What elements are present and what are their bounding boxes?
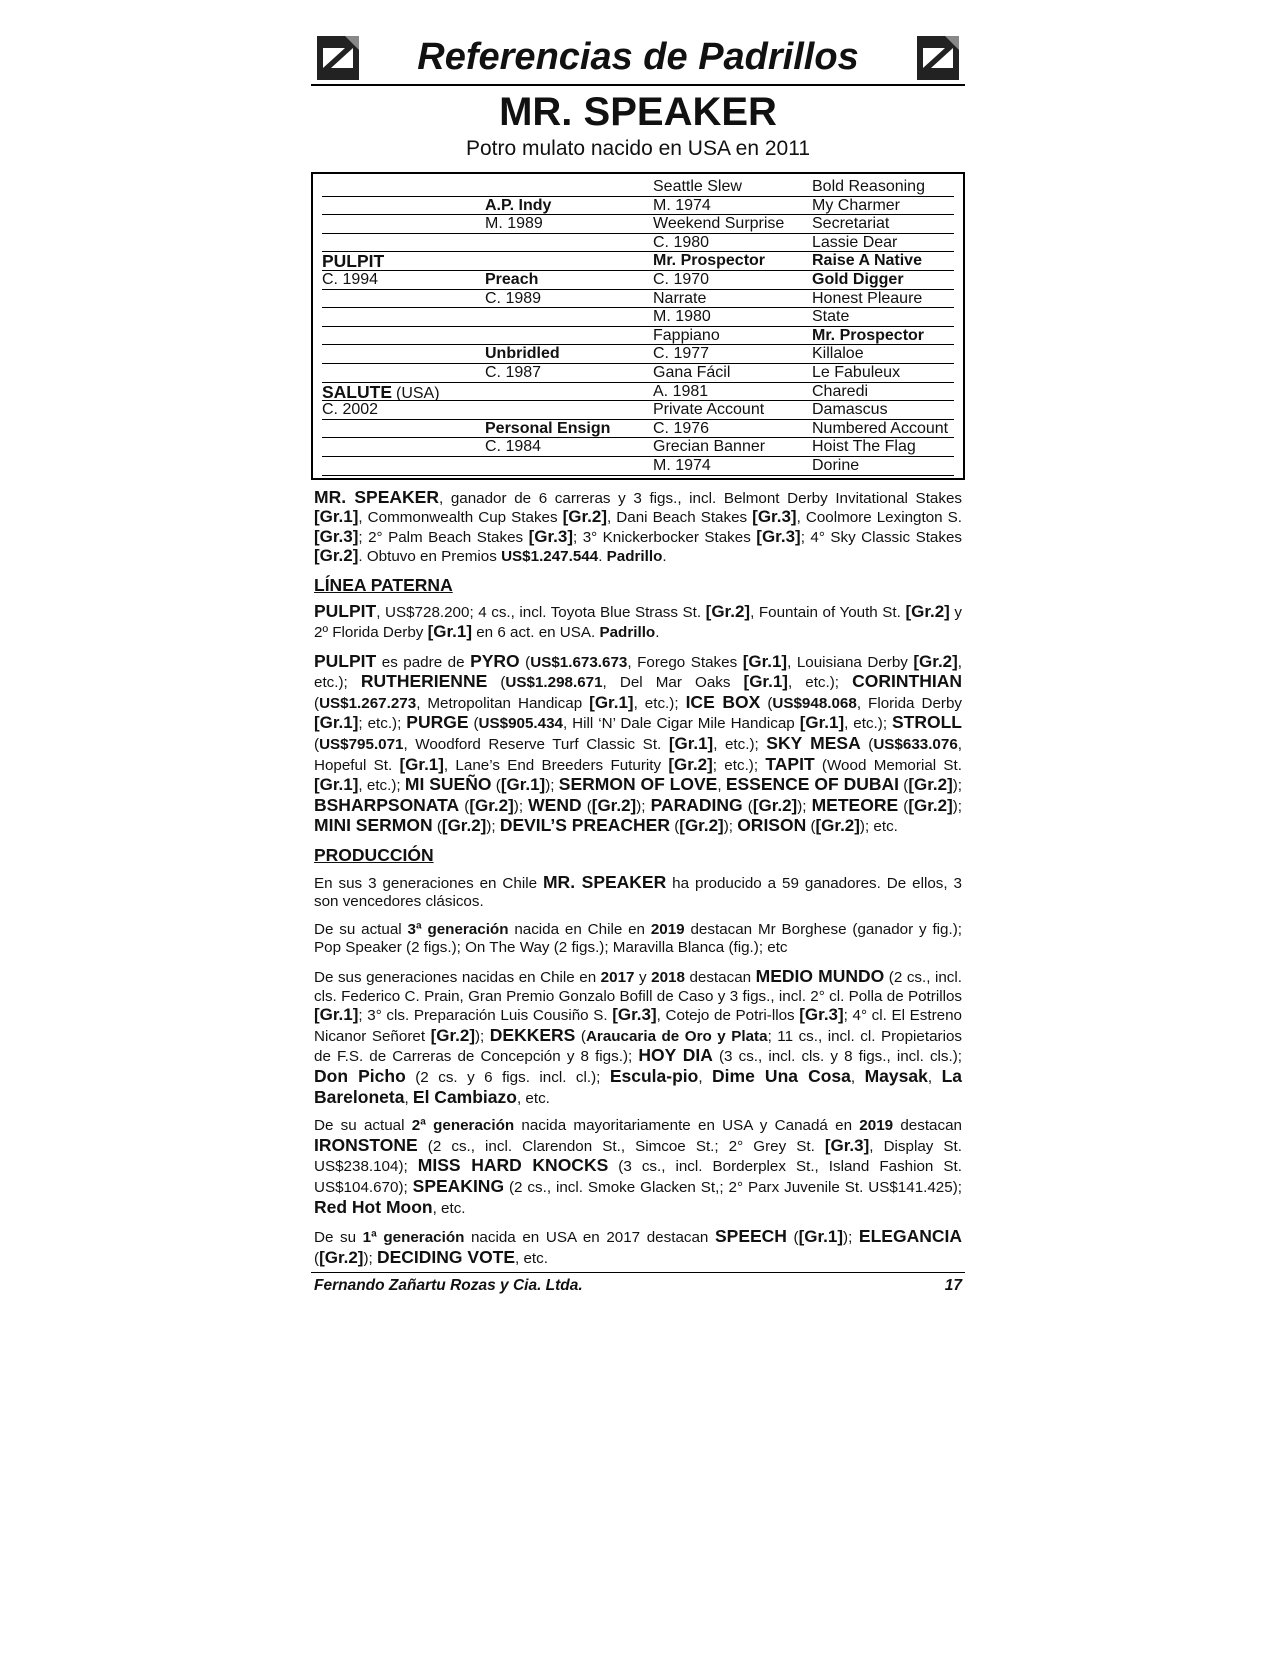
pedigree-cell (322, 327, 485, 346)
pedigree-cell (485, 215, 653, 234)
pedigree-cell (322, 345, 485, 364)
pedigree-cell (812, 290, 954, 309)
pedigree-cell (812, 197, 954, 216)
pedigree-cell (653, 345, 812, 364)
pedigree-cell (653, 420, 812, 439)
pedigree-cell-text: Raise A Native (812, 252, 922, 270)
pedigree-cell (485, 271, 653, 290)
pedigree-cell (485, 438, 653, 457)
pedigree-cell-text: C. 1980 (653, 233, 710, 251)
pedigree-cell-text: Gold Digger (812, 270, 904, 288)
pedigree-row (322, 234, 954, 253)
pedigree-cell (653, 178, 812, 197)
pedigree-cell (812, 401, 954, 420)
pedigree-row (322, 178, 954, 197)
pedigree-cell-text: Damascus (812, 401, 888, 419)
pedigree-cell (485, 401, 653, 420)
pedigree-cell (322, 178, 485, 197)
pedigree-cell (322, 420, 485, 439)
pedigree-cell-text: A. 1981 (653, 382, 709, 400)
production-paragraph-1: En sus 3 generaciones en Chile MR. SPEAKER ha producido a 59 ganadores. De ellos, 3 son vencedores clásicos. (314, 871, 962, 911)
page-title: Referencias de Padrillos (417, 36, 859, 78)
pedigree-cell-text: Unbridled (485, 345, 560, 363)
pedigree-row (322, 252, 954, 271)
pedigree-cell (322, 438, 485, 457)
pedigree-cell-text: M. 1989 (485, 215, 543, 233)
pedigree-cell-text: Charedi (812, 382, 869, 400)
footer-company: Fernando Zañartu Rozas y Cia. Ltda. (314, 1277, 583, 1295)
pedigree-cell (812, 215, 954, 234)
pedigree-cell (653, 252, 812, 271)
pedigree-row (322, 457, 954, 476)
pedigree-cell-text: C. 2002 (322, 401, 379, 419)
pedigree-cell (653, 308, 812, 327)
pedigree-cell-text: M. 1980 (653, 308, 711, 326)
pedigree-row (322, 401, 954, 420)
pedigree-cell (812, 383, 954, 402)
pedigree-row (322, 438, 954, 457)
pedigree-row (322, 215, 954, 234)
pedigree-cell-text: My Charmer (812, 196, 901, 214)
pedigree-cell (653, 401, 812, 420)
pedigree-cell (812, 327, 954, 346)
document-page (311, 30, 965, 1295)
pedigree-row (322, 383, 954, 402)
pedigree-row (322, 308, 954, 327)
pedigree-cell-text: C. 1989 (485, 289, 542, 307)
pedigree-row (322, 420, 954, 439)
pedigree-cell (322, 252, 485, 271)
pedigree-cell (485, 252, 653, 271)
production-paragraph-4: De su actual 2ª generación nacida mayoritariamente en USA y Canadá en 2019 destacan IRONSTONE (2 cs., incl. Clarendon St., Simcoe St.; 2° Grey St. [Gr.3], Display St. US$238.104); MISS HARD KNOCKS (3 cs., incl. Borderplex St., Island Fashion St. US$104.670); SPEAKING (2 cs., incl. Smoke Glacken St,; 2° Parx Juvenile St. US$141.425); Red Hot Moon, etc. (314, 1117, 962, 1217)
pedigree-cell (812, 345, 954, 364)
pedigree-cell (322, 271, 485, 290)
pedigree-cell (653, 197, 812, 216)
page-header (311, 30, 965, 86)
pedigree-cell-text: State (812, 308, 850, 326)
pedigree-cell-text: Killaloe (812, 345, 864, 363)
pedigree-cell-text: Grecian Banner (653, 438, 766, 456)
pedigree-row (322, 271, 954, 290)
pedigree-cell (812, 364, 954, 383)
pedigree-cell-text: Gana Fácil (653, 363, 731, 381)
pedigree-row (322, 290, 954, 309)
pedigree-cell (653, 290, 812, 309)
pedigree-cell-text: Numbered Account (812, 419, 949, 437)
pedigree-cell (653, 438, 812, 457)
pedigree-cell (485, 420, 653, 439)
pedigree-cell (485, 290, 653, 309)
pedigree-cell (653, 215, 812, 234)
salute-origin: (USA) (396, 384, 440, 402)
pedigree-cell (485, 197, 653, 216)
pedigree-cell-text: C. 1984 (485, 438, 542, 456)
pedigree-cell (485, 308, 653, 327)
horse-name: MR. SPEAKER (499, 90, 777, 134)
pedigree-cell (322, 290, 485, 309)
pedigree-cell-text: Bold Reasoning (812, 178, 925, 195)
pedigree-cell-text: Fappiano (653, 326, 720, 344)
pedigree-cell-text: Private Account (653, 401, 765, 419)
pedigree-cell-text: Seattle Slew (653, 178, 742, 195)
pedigree-cell (653, 271, 812, 290)
pedigree-cell (485, 327, 653, 346)
pedigree-cell (322, 364, 485, 383)
pedigree-cell (812, 178, 954, 197)
pedigree-cell (322, 197, 485, 216)
pedigree-row (322, 327, 954, 346)
pedigree-cell-text: SALUTE (322, 382, 392, 402)
pedigree-cell-text: Honest Pleaure (812, 289, 923, 307)
horse-subtitle: Potro mulato nacido en USA en 2011 (465, 137, 810, 160)
pedigree-cell (322, 401, 485, 420)
pedigree-cell-text: C. 1970 (653, 270, 710, 288)
pedigree-cell (322, 234, 485, 253)
pedigree-cell-text: Lassie Dear (812, 233, 898, 251)
pedigree-cell-text: Hoist The Flag (812, 438, 916, 456)
production-paragraph-5: De su 1ª generación nacida en USA en 2017 destacan SPEECH ([Gr.1]); ELEGANCIA ([Gr.2]); DECIDING VOTE, etc. (314, 1226, 962, 1267)
pedigree-cell (485, 364, 653, 383)
pedigree-cell (812, 420, 954, 439)
pedigree-table (311, 172, 965, 480)
pedigree-row (322, 345, 954, 364)
summary-paragraph: MR. SPEAKER, ganador de 6 carreras y 3 figs., incl. Belmont Derby Invitational Stakes [Gr.1], Commonwealth Cup Stakes [Gr.2], Dani Beach Stakes [Gr.3], Coolmore Lexington S. [Gr.3]; 2° Palm Beach Stakes [Gr.3]; 3° Knickerbocker Stakes [Gr.3]; 4° Sky Classic Stakes [Gr.2]. Obtuvo en Premios US$1.247.544. Padrillo. (314, 486, 962, 566)
body-text (314, 488, 962, 1269)
pedigree-cell (485, 345, 653, 364)
pedigree-cell-text: Personal Ensign (485, 419, 611, 437)
production-paragraph-3: De sus generaciones nacidas en Chile en 2017 y 2018 destacan MEDIO MUNDO (2 cs., incl. cls. Federico C. Prain, Gran Premio Gonzalo Bofill de Caso y 3 figs., incl. 2° cl. Polla de Potrillos [Gr.1]; 3° cls. Preparación Luis Cousiño S. [Gr.3], Cotejo de Potri-llos [Gr.3]; 4° cl. El Estreno Nicanor Señoret [Gr.2]); DEKKERS (Araucaria de Oro y Plata; 11 cs., incl. cl. Propietarios de F.S. de Carreras de Concepción y 8 figs.); HOY DIA (3 cs., incl. cls. y 8 figs., incl. cls.); Don Picho (2 cs. y 6 figs. incl. cl.); Escula-pio, Dime Una Cosa, Maysak, La Bareloneta, El Cambiazo, etc. (314, 965, 963, 1107)
pedigree-cell (653, 327, 812, 346)
pedigree-cell-text: Narrate (653, 289, 707, 307)
pedigree-cell (485, 457, 653, 476)
pedigree-cell (485, 383, 653, 402)
pedigree-cell-text: M. 1974 (653, 196, 711, 214)
pedigree-cell (322, 457, 485, 476)
pedigree-cell (653, 383, 812, 402)
pedigree-cell-text: C. 1976 (653, 419, 710, 437)
pedigree-cell-text: Preach (485, 270, 539, 288)
pedigree-cell-text: PULPIT (322, 252, 385, 271)
pedigree-cell (322, 308, 485, 327)
pedigree-cell (812, 438, 954, 457)
section-heading-linea-paterna: LÍNEA PATERNA (314, 574, 453, 595)
sire-progeny-paragraph: PULPIT es padre de PYRO (US$1.673.673, Forego Stakes [Gr.1], Louisiana Derby [Gr.2], etc.); RUTHERIENNE (US$1.298.671, Del Mar Oaks [Gr.1], etc.); CORINTHIAN (US$1.267.273, Metropolitan Handicap [Gr.1], etc.); ICE BOX (US$948.068, Florida Derby [Gr.1]; etc.); PURGE (US$905.434, Hill ‘N’ Dale Cigar Mile Handicap [Gr.1], etc.); STROLL (US$795.071, Woodford Reserve Turf Classic St. [Gr.1], etc.); SKY MESA (US$633.076, Hopeful St. [Gr.1], Lane’s End Breeders Futurity [Gr.2]; etc.); TAPIT (Wood Memorial St. [Gr.1], etc.); MI SUEÑO ([Gr.1]); SERMON OF LOVE, ESSENCE OF DUBAI ([Gr.2]); BSHARPSONATA ([Gr.2]); WEND ([Gr.2]); PARADING ([Gr.2]); METEORE ([Gr.2]); MINI SERMON ([Gr.2]); DEVIL’S PREACHER ([Gr.2]); ORISON ([Gr.2]); etc. (314, 650, 963, 836)
pedigree-cell-text: Mr. Prospector (812, 326, 925, 344)
pedigree-cell (653, 364, 812, 383)
pedigree-cell-text: Mr. Prospector (653, 252, 766, 270)
sire-paragraph: PULPIT, US$728.200; 4 cs., incl. Toyota Blue Strass St. [Gr.2], Fountain of Youth St. [Gr.2] y 2º Florida Derby [Gr.1] en 6 act. en USA. Padrillo. (314, 601, 962, 642)
pedigree-cell-text: Secretariat (812, 215, 890, 233)
pedigree-cell-text: A.P. Indy (485, 196, 552, 214)
pedigree-cell (485, 178, 653, 197)
pedigree-cell (485, 234, 653, 253)
page-number: 17 (944, 1277, 962, 1295)
section-heading-produccion: PRODUCCIÓN (314, 845, 434, 865)
pedigree-cell (812, 234, 954, 253)
production-paragraph-2: De su actual 3ª generación nacida en Chile en 2019 destacan Mr Borghese (ganador y fig.); Pop Speaker (2 figs.); On The Way (2 figs.); Maravilla Blanca (fig.); etc (314, 920, 962, 957)
pedigree-cell-text: C. 1987 (485, 363, 542, 381)
page-footer (311, 1272, 965, 1295)
pedigree-cell (322, 383, 485, 402)
pedigree-cell (322, 215, 485, 234)
pedigree-cell-text: C. 1977 (653, 345, 710, 363)
pedigree-cell (812, 271, 954, 290)
pedigree-cell-text: Weekend Surprise (653, 215, 785, 233)
pedigree-row (322, 364, 954, 383)
pedigree-cell-text: M. 1974 (653, 456, 711, 474)
pedigree-cell-text: Le Fabuleux (812, 363, 901, 381)
pedigree-cell (653, 234, 812, 253)
pedigree-cell-text: Dorine (812, 456, 860, 474)
logo-icon (915, 34, 961, 82)
pedigree-row (322, 197, 954, 216)
pedigree-cell-text: C. 1994 (322, 270, 379, 288)
pedigree-cell (812, 308, 954, 327)
pedigree-cell (812, 457, 954, 476)
pedigree-cell (812, 252, 954, 271)
pedigree-cell (653, 457, 812, 476)
